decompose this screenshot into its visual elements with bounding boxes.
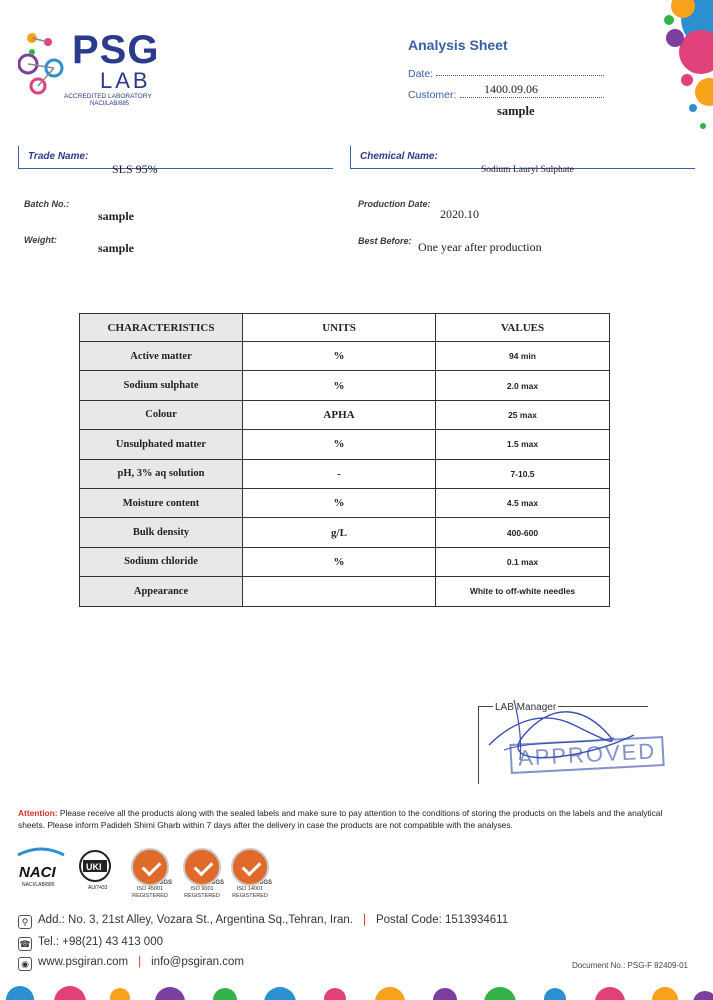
molecule-logo-icon [18, 28, 70, 108]
table-row [80, 488, 610, 517]
header-units: UNITS [243, 314, 436, 342]
svg-text:UKI: UKI [86, 862, 102, 872]
logo-wordmark: PSG [72, 28, 160, 72]
specifications-table [79, 313, 610, 607]
trade-name-label: Trade Name: [28, 151, 89, 162]
logo-lab-text: LAB [100, 68, 151, 93]
uk-accreditation-icon [75, 848, 115, 884]
characteristic-cell: Colour [80, 400, 243, 429]
production-date-value: 2020.10 [440, 207, 479, 221]
unit-cell: % [243, 342, 436, 371]
iso-status: REGISTERED [132, 893, 168, 899]
chemical-name-value: Sodium Lauryl Sulphate [481, 165, 574, 175]
separator: | [138, 956, 142, 968]
characteristic-cell: pH, 3% aq solution [80, 459, 243, 488]
iso-check-icon [231, 848, 269, 886]
chemical-name-label: Chemical Name: [360, 151, 438, 162]
svg-text:NACI: NACI [19, 864, 56, 881]
value-cell: White to off-white needles [436, 577, 610, 606]
unit-cell: APHA [243, 400, 436, 429]
characteristic-cell: Bulk density [80, 518, 243, 547]
decorative-corner-icon [623, 0, 713, 140]
logo-code-text: NACI/LAB/885 [90, 101, 130, 107]
uk-code-text: AU/7433 [88, 885, 108, 891]
chemical-name-bar [350, 146, 351, 168]
iso-name: ISO 14001 [236, 886, 264, 892]
customer-label: Customer: [408, 89, 457, 101]
characteristic-cell: Unsulphated matter [80, 430, 243, 459]
sgs-mark: SGS [211, 880, 224, 886]
best-before-label: Best Before: [358, 236, 412, 246]
iso-badge [128, 848, 172, 900]
iso-status: REGISTERED [184, 893, 220, 899]
naci-logo-icon [16, 847, 66, 883]
unit-cell: % [243, 430, 436, 459]
sgs-mark: SGS [159, 880, 172, 886]
iso-name: ISO 9001 [190, 886, 214, 892]
date-value: 1400.09.06 [484, 82, 538, 96]
separator: | [362, 914, 366, 926]
value-cell: 2.0 max [436, 371, 610, 400]
manager-label: LAB Manager [495, 702, 557, 713]
production-date-label: Production Date: [358, 199, 431, 209]
batch-value: sample [98, 209, 134, 223]
attention-notice [18, 807, 688, 831]
table-header-row [80, 314, 610, 342]
globe-icon: ◉ [18, 957, 32, 971]
unit-cell [243, 577, 436, 606]
phone-icon: ☎ [19, 939, 31, 949]
naci-code-text: NACI/LAB/885 [22, 882, 55, 888]
trade-name-bar [18, 146, 19, 168]
postal-code-text: Postal Code: 1513934611 [375, 914, 509, 926]
unit-cell: % [243, 371, 436, 400]
table-row [80, 577, 610, 606]
date-dotted-line [436, 75, 604, 76]
table-row [80, 342, 610, 371]
phone-line [18, 936, 163, 951]
iso-badge [180, 848, 224, 900]
trade-name-rule [18, 168, 333, 169]
characteristic-cell: Active matter [80, 342, 243, 371]
location-pin-icon: ⚲ [18, 915, 32, 929]
logo-accredited-text: ACCREDITED LABORATORY [64, 93, 152, 100]
approved-stamp: APPROVED [509, 736, 665, 774]
website-link[interactable]: www.psgiran.com [38, 956, 129, 968]
iso-name: ISO 45001 [136, 886, 164, 892]
weight-value: sample [98, 241, 134, 255]
weight-label: Weight: [24, 235, 57, 245]
unit-cell: % [243, 488, 436, 517]
value-cell: 0.1 max [436, 547, 610, 576]
address-line [18, 914, 508, 929]
signature-icon [484, 690, 644, 770]
table-row [80, 518, 610, 547]
value-cell: 1.5 max [436, 430, 610, 459]
batch-label: Batch No.: [24, 199, 69, 209]
value-cell: 7-10.5 [436, 459, 610, 488]
table-row [80, 547, 610, 576]
header-characteristics: CHARACTERISTICS [80, 314, 243, 342]
characteristic-cell: Sodium chloride [80, 547, 243, 576]
decorative-bottom-strip-icon [0, 978, 713, 1000]
attention-label: Attention: [18, 808, 58, 818]
customer-dotted-line [460, 97, 604, 98]
iso-badge [228, 848, 272, 900]
document-number: Document No.: PSG-F 82409-01 [571, 961, 688, 970]
date-label: Date: [408, 68, 434, 80]
best-before-value: One year after production [418, 240, 542, 254]
unit-cell: g/L [243, 518, 436, 547]
unit-cell: % [243, 547, 436, 576]
value-cell: 400-600 [436, 518, 610, 547]
value-cell: 4.5 max [436, 488, 610, 517]
page-title: Analysis Sheet [408, 37, 508, 53]
header-values: VALUES [436, 314, 610, 342]
characteristic-cell: Moisture content [80, 488, 243, 517]
table-row [80, 371, 610, 400]
unit-cell: - [243, 459, 436, 488]
phone-text: Tel.: +98(21) 43 413 000 [38, 936, 163, 948]
characteristic-cell: Sodium sulphate [80, 371, 243, 400]
value-cell: 25 max [436, 400, 610, 429]
iso-status: REGISTERED [232, 893, 268, 899]
address-text: Add.: No. 3, 21st Alley, Vozara St., Argentina Sq.,Tehran, Iran. [38, 914, 353, 926]
table-row [80, 430, 610, 459]
sgs-mark: SGS [259, 880, 272, 886]
characteristic-cell: Appearance [80, 577, 243, 606]
table-row [80, 400, 610, 429]
customer-value: sample [497, 104, 535, 118]
web-line [18, 956, 244, 971]
table-row [80, 459, 610, 488]
email-link[interactable]: info@psgiran.com [151, 956, 244, 968]
value-cell: 94 min [436, 342, 610, 371]
iso-check-icon [183, 848, 221, 886]
iso-check-icon [131, 848, 169, 886]
attention-text: Please receive all the products along with the sealed labels and make sure to pay attention to the conditions of storing the products on the labels and the analytical sheets. Please inform Padideh Shimi Gharb within 7 days after the delivery in case the products are not compatible with the analyses. [18, 808, 663, 830]
trade-name-value: SLS 95% [112, 162, 158, 176]
